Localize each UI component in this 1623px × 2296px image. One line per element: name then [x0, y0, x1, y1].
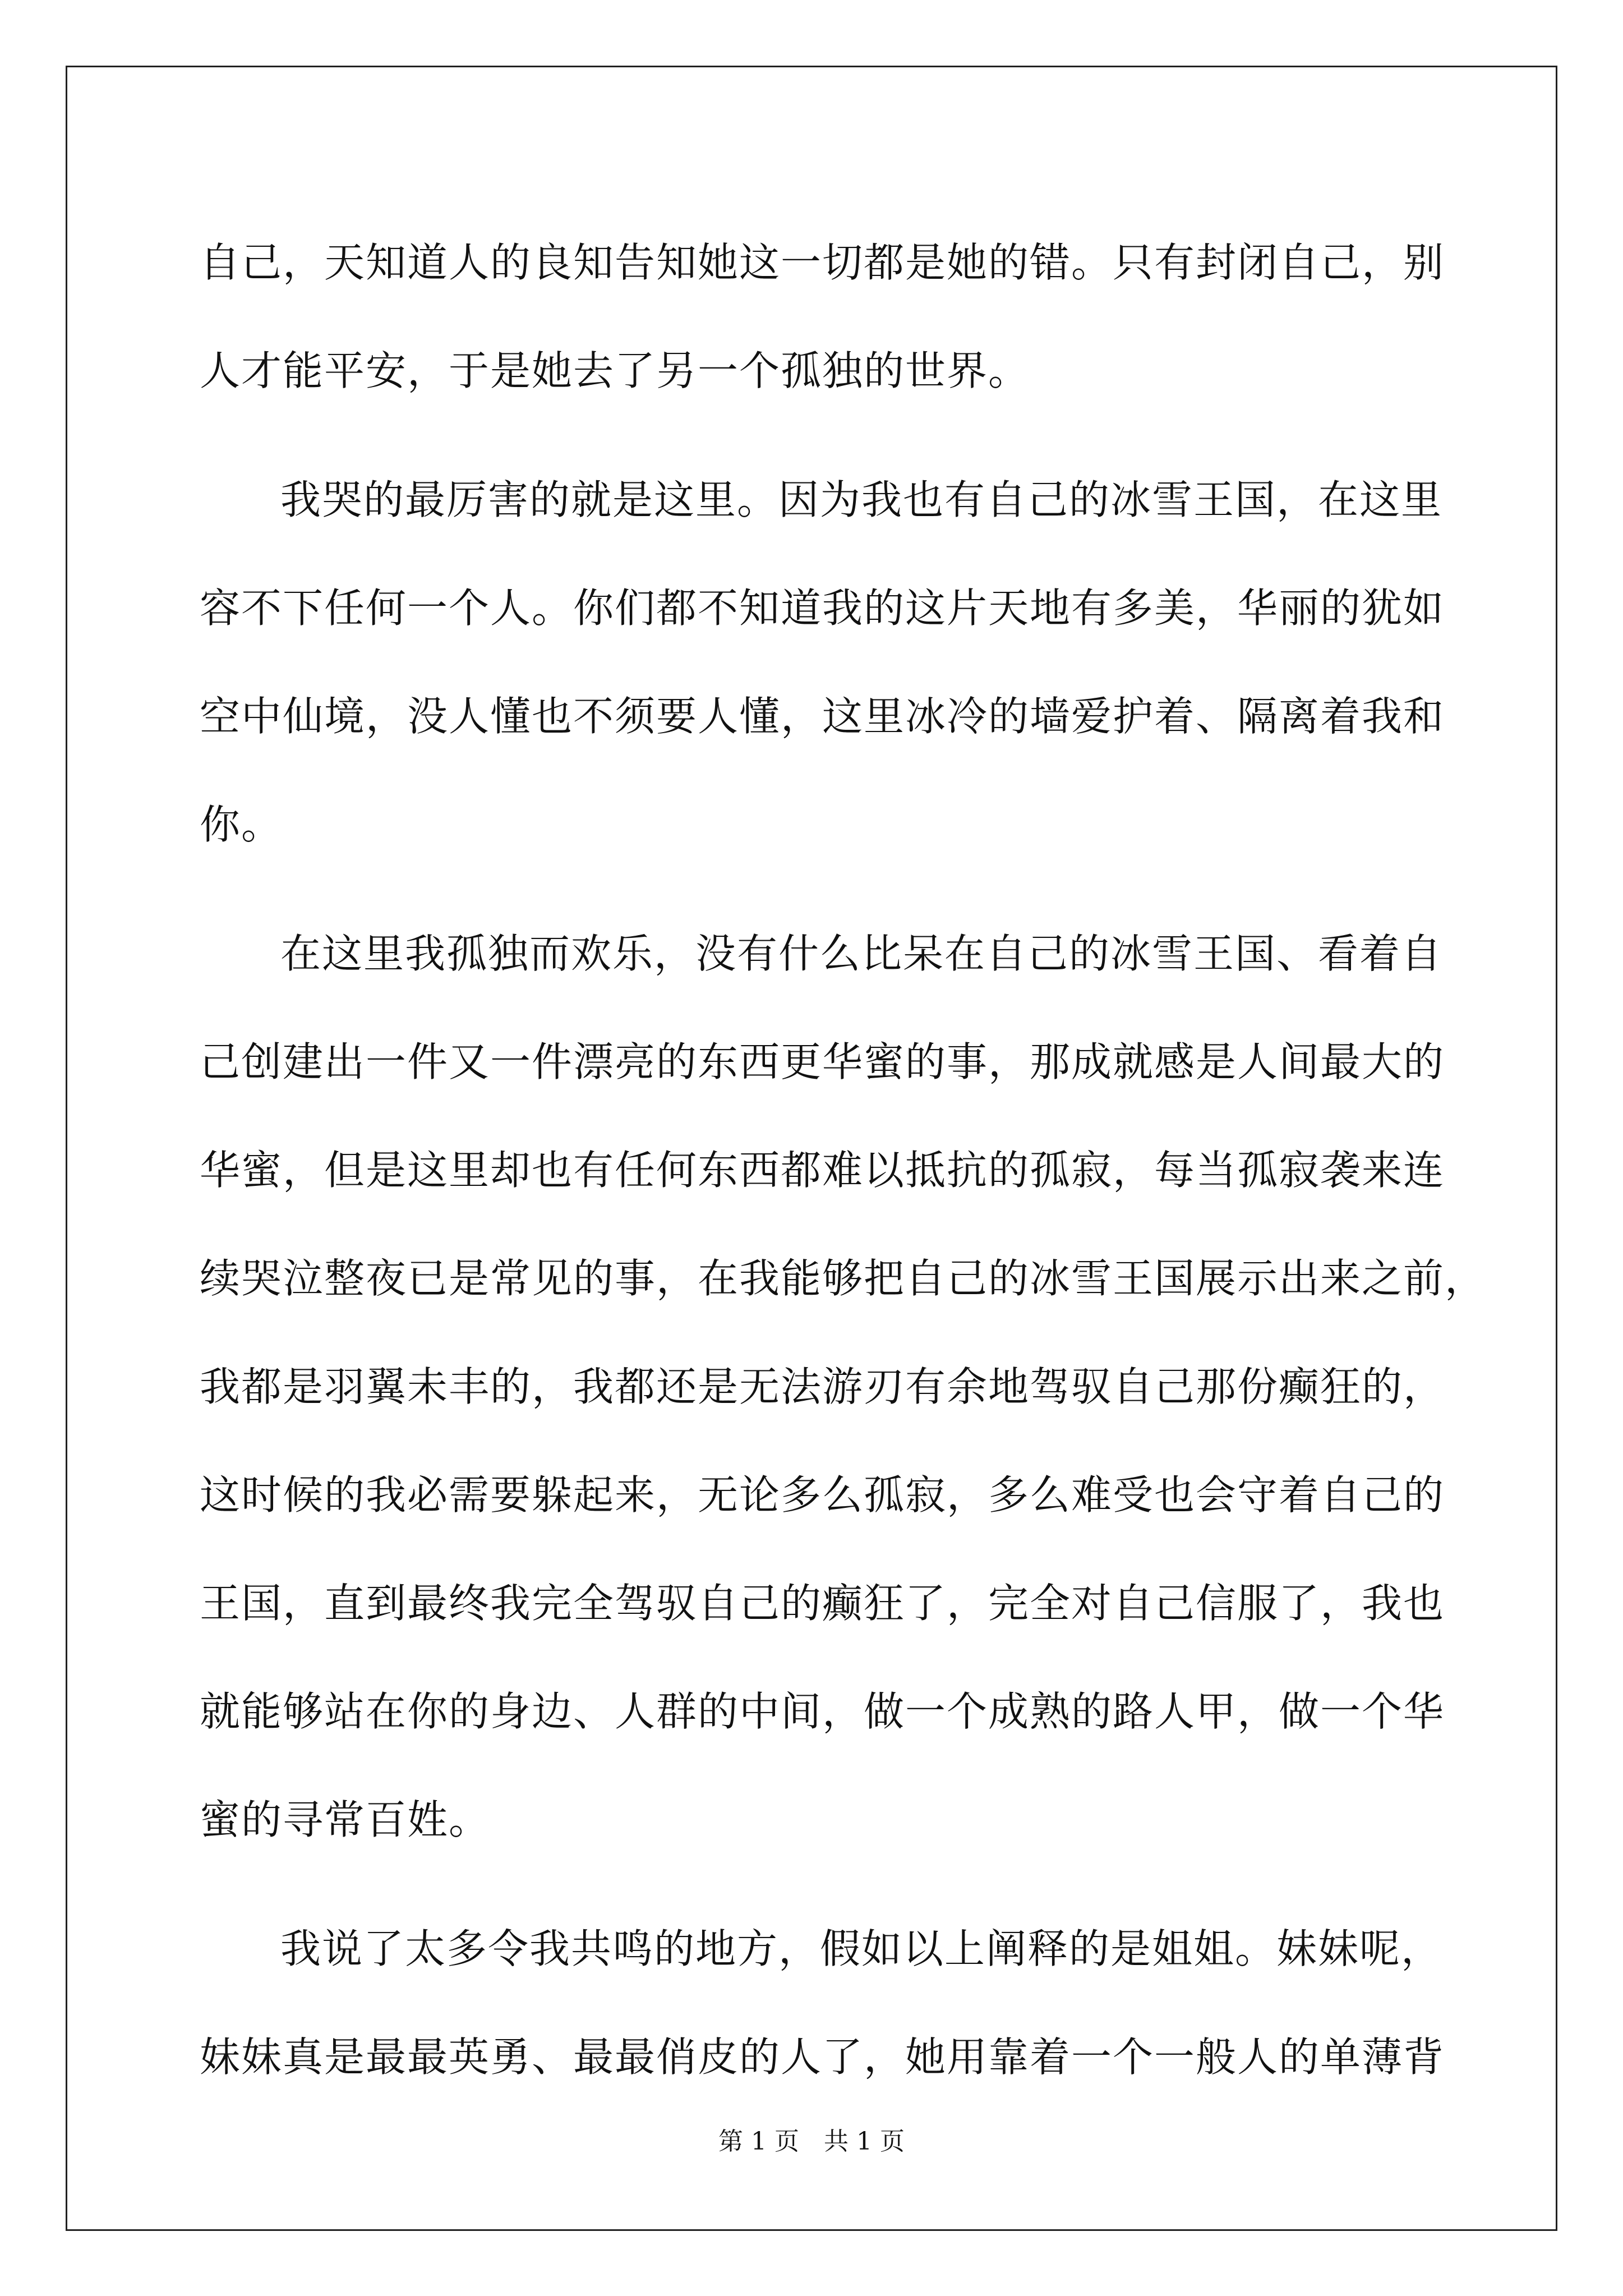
- text-line: 妹妹真是最最英勇、最最俏皮的人了，她用靠着一个一般人的单薄背: [200, 2033, 1445, 2081]
- page-total: 共 1 页: [824, 2127, 905, 2156]
- text-line: 自己，天知道人的良知告知她这一切都是她的错。只有封闭自己，别: [200, 239, 1445, 286]
- text-line: 我都是羽翼未丰的，我都还是无法游刃有余地驾驭自己那份癫狂的，: [200, 1363, 1445, 1410]
- text-line: 你。: [200, 801, 283, 848]
- paragraph-start-line: 在这里我孤独而欢乐，没有什么比呆在自己的冰雪王国、看着自: [280, 930, 1443, 977]
- page-footer: [0, 2125, 1623, 2159]
- text-line: 这时候的我必需要躲起来，无论多么孤寂，多么难受也会守着自己的: [200, 1471, 1445, 1519]
- text-line: 王国，直到最终我完全驾驭自己的癫狂了，完全对自己信服了，我也: [200, 1580, 1445, 1627]
- text-line: 华蜜，但是这里却也有任何东西都难以抵抗的孤寂，每当孤寂袭来连: [200, 1147, 1445, 1194]
- paragraph-start-line: 我哭的最厉害的就是这里。因为我也有自己的冰雪王国，在这里: [280, 476, 1443, 523]
- text-line: 续哭泣整夜已是常见的事，在我能够把自己的冰雪王国展示出来之前，: [200, 1255, 1487, 1302]
- text-line: 蜜的寻常百姓。: [200, 1796, 491, 1843]
- text-line: 己创建出一件又一件漂亮的东西更华蜜的事，那成就感是人间最大的: [200, 1038, 1445, 1085]
- text-line: 空中仙境，没人懂也不须要人懂，这里冰冷的墙爱护着、隔离着我和: [200, 693, 1445, 740]
- document-body: [200, 209, 1487, 2111]
- text-line: 人才能平安，于是她去了另一个孤独的世界。: [200, 347, 1030, 394]
- paragraph-start-line: 我说了太多令我共鸣的地方，假如以上阐释的是姐姐。妹妹呢，: [280, 1925, 1443, 1972]
- text-line: 容不下任何一个人。你们都不知道我的这片天地有多美，华丽的犹如: [200, 585, 1445, 632]
- text-line: 就能够站在你的身边、人群的中间，做一个成熟的路人甲，做一个华: [200, 1688, 1445, 1735]
- page-number: 第 1 页: [718, 2127, 799, 2156]
